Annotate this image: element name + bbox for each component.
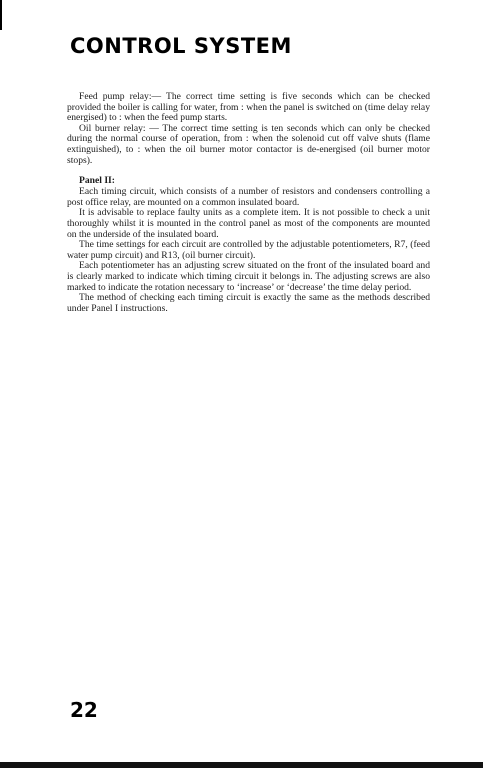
paragraph-potentiometer: Each potentiometer has an adjusting screw situated on the front of the insulated board and is clearly marked to indicate which timing circuit it belongs in. The adjusting screws are also marked to indicate the rotation necessary to ‘increase’ or ‘decrease’ the time delay period. (67, 260, 430, 293)
paragraph-oil-burner-relay: Oil burner relay: — The correct time setting is ten seconds which can only be checked during the normal course of operation, from : when the solenoid cut off valve shuts (flame extinguished), to : when the oil burner motor contactor is de-energised (oil burner motor stops). (67, 122, 430, 166)
page-title: CONTROL SYSTEM (70, 34, 292, 58)
left-margin-rule (0, 0, 2, 30)
section-heading-panel-ii: Panel II: (79, 175, 115, 187)
paragraph-replace-units: It is advisable to replace faulty units as a complete item. It is not possible to check a unit thoroughly whilst it is mounted in the control panel as most of the components are mounted on the underside of the insulated board. (67, 207, 430, 240)
body-text (67, 92, 430, 314)
paragraph-feed-pump-relay: Feed pump relay:— The correct time setting is five seconds which can be checked provided the boiler is calling for water, from : when the panel is switched on (time delay relay energised) to : when the feed pump starts. (67, 91, 430, 124)
paragraph-time-settings: The time settings for each circuit are controlled by the adjustable potentiometers, R7, (feed water pump circuit) and R13, (oil burner circuit). (67, 239, 430, 261)
paragraph-checking-method: The method of checking each timing circuit is exactly the same as the methods described under Panel I instructions. (67, 292, 430, 314)
bottom-edge-rule (0, 762, 483, 768)
paragraph-timing-circuit: Each timing circuit, which consists of a number of resistors and condensers controlling a post office relay, are mounted on a common insulated board. (67, 186, 430, 208)
page-number: 22 (70, 698, 98, 722)
